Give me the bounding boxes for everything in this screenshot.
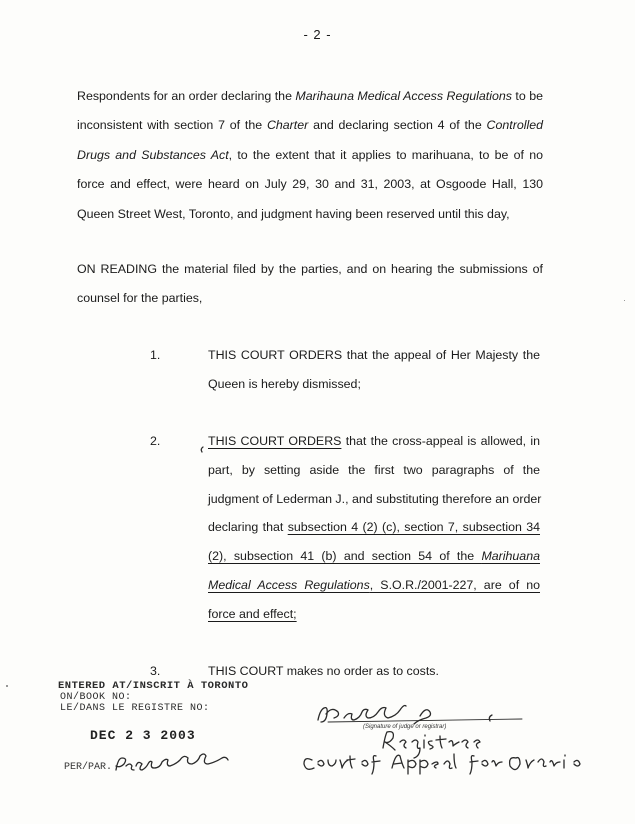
- entry-stamp-line: ENTERED AT/INSCRIT À TORONTO: [58, 680, 249, 692]
- text-run: judgment of Lederman J., and substituting therefore an order: [208, 491, 542, 506]
- text-run: to be: [511, 89, 543, 103]
- pen-tick-mark: [201, 447, 203, 452]
- text-run: and declaring section 4 of the: [308, 118, 487, 133]
- text-run: part, by setting aside the first two paragraphs of the: [208, 462, 540, 477]
- text-run: Marihauna Medical Access Regulations: [295, 89, 512, 103]
- text-run: Medical Access Regulations: [208, 577, 370, 592]
- text-run: Drugs and Substances Act: [77, 147, 229, 162]
- text-run: counsel for the parties,: [77, 291, 203, 306]
- text-run: Queen is hereby dismissed;: [208, 376, 361, 391]
- text-run: force and effect;: [208, 606, 297, 621]
- entry-stamp-register: LE/DANS LE REGISTRE NO:: [60, 703, 210, 714]
- text-run: force and effect, were heard on July 29, 30 and 31, 2003, at Osgoode Hall, 130: [77, 177, 543, 192]
- text-run: inconsistent with section 7 of the: [77, 118, 267, 133]
- handwritten-registrar: [383, 732, 480, 758]
- order-number: 2.: [150, 434, 161, 448]
- scan-speck: [624, 300, 625, 301]
- text-run: Charter: [266, 118, 309, 133]
- text-run: THIS COURT makes no order as to costs.: [208, 664, 439, 678]
- text-run: , S.O.R./2001-227, are of no: [369, 577, 540, 592]
- text-run: THIS COURT ORDERS that the appeal of Her Majesty the: [208, 348, 540, 362]
- text-run: Queen Street West, Toronto, and judgment having been reserved until this day,: [77, 206, 510, 221]
- order-number: 3.: [150, 664, 161, 678]
- text-run: Controlled: [486, 118, 543, 133]
- scan-speck: [6, 685, 8, 687]
- entry-stamp-book: ON/BOOK NO:: [60, 692, 132, 703]
- text-run: THIS COURT ORDERS: [208, 434, 342, 448]
- handwritten-court-of-appeal: [304, 754, 580, 774]
- per-par-label: PER/PAR.: [64, 762, 113, 773]
- text-run: declaring that: [208, 520, 288, 535]
- text-run: Marihuana: [481, 549, 540, 564]
- signature-caption: (Signature of judge or registrar): [363, 724, 447, 730]
- page-number: - 2 -: [303, 27, 332, 42]
- signature-line-flourish: [489, 715, 492, 721]
- signature-line: [328, 719, 522, 722]
- text-run: , to the extent that it applies to marihuana, to be of no: [228, 147, 544, 162]
- text-run: ON READING the material filed by the parties, and on hearing the submissions of: [77, 262, 543, 276]
- text-run: that the cross-appeal is allowed, in: [341, 434, 540, 448]
- text-run: (2), subsection 41 (b) and section 54 of the: [208, 549, 482, 564]
- entry-stamp-date: DEC 2 3 2003: [90, 728, 196, 743]
- text-run: subsection 4 (2) (c), section 7, subsection 34: [287, 520, 540, 535]
- per-par-signature: [116, 754, 228, 770]
- text-run: Respondents for an order declaring the: [77, 89, 296, 103]
- order-number: 1.: [150, 348, 161, 362]
